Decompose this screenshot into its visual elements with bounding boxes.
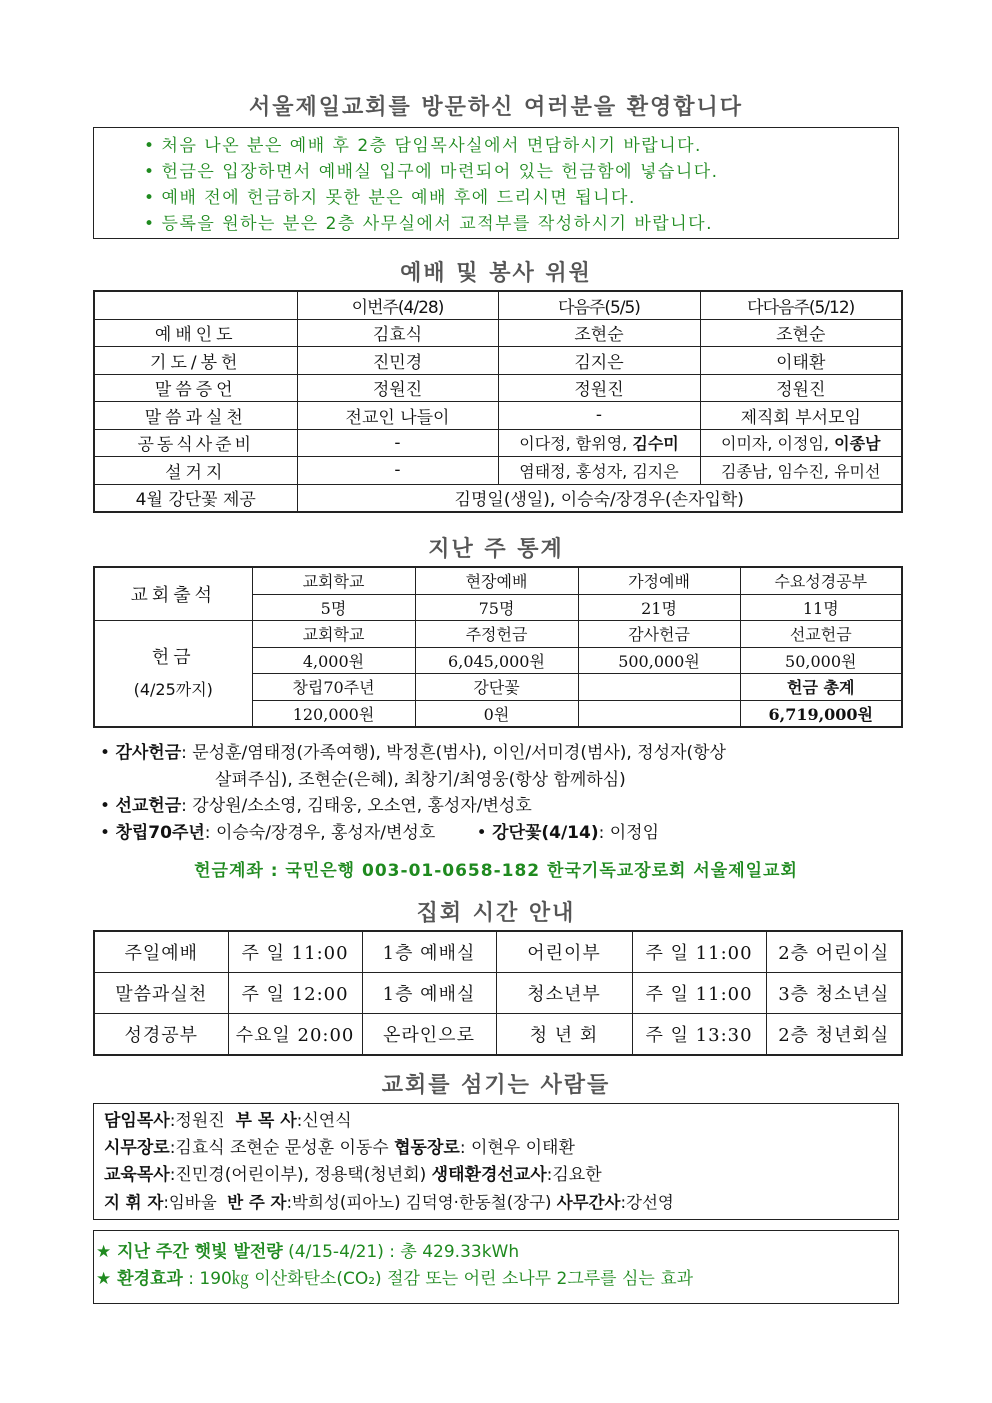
schedule-row [94, 1014, 902, 1056]
people-role: 반 주 자 [227, 1193, 287, 1212]
schedule-cell: 주일예배 [94, 931, 228, 973]
duty-cell: 염태정, 홍성자, 김지은 [498, 457, 700, 485]
schedule-cell: 1층 예배실 [362, 973, 496, 1014]
duty-row [94, 484, 902, 512]
people-role: 시무장로 [104, 1138, 170, 1158]
duty-cell: - [297, 457, 498, 485]
people-line [104, 1135, 898, 1162]
people-names: :임바울 [163, 1193, 228, 1212]
duty-cell: 조현순 [700, 319, 902, 347]
duty-table [93, 290, 903, 513]
stats-value: 4,000원 [252, 647, 415, 674]
people-role: 교육목사 [104, 1165, 170, 1185]
people-names: :강선영 [620, 1193, 674, 1212]
stats-value: 11명 [740, 594, 902, 621]
stats-header: 주정헌금 [415, 621, 578, 648]
duty-row [94, 457, 902, 485]
thanks-text: 문성훈/염태정(가족여행), 박정흔(범사), 이인/서미경(범사), 정성자(항상 [192, 743, 726, 763]
duty-cell [498, 429, 700, 457]
duty-row [94, 429, 902, 457]
offering-label-cell [94, 621, 252, 728]
people-box [93, 1103, 899, 1220]
people-names: : 이현우 이태환 [459, 1138, 575, 1158]
thanks-line-cont: 살펴주심), 조현순(은혜), 최창기/최영웅(항상 함께하심) [215, 769, 626, 790]
duty-cell: 정원진 [700, 374, 902, 402]
duty-cell-bold: 김수미 [632, 434, 679, 454]
welcome-item: • 예배 전에 헌금하지 못한 분은 예배 후에 드리시면 됩니다. [144, 185, 898, 211]
duty-cell-text: 이다정, 함위영, [519, 434, 633, 454]
duty-cell: 정원진 [297, 374, 498, 402]
schedule-cell: 주 일 11:00 [632, 931, 766, 973]
stats-header: 교회학교 [252, 567, 415, 594]
duty-label: 말씀과실천 [94, 402, 297, 430]
people-role: 담임목사 [104, 1111, 170, 1131]
stats-header: 창립70주년 [252, 674, 415, 701]
duty-cell: 전교인 나들이 [297, 402, 498, 430]
duty-title: 예배 및 봉사 위원 [400, 261, 592, 286]
stats-header: 가정예배 [578, 567, 740, 594]
welcome-item: • 등록을 원하는 분은 2층 사무실에서 교적부를 작성하시기 바랍니다. [144, 211, 898, 237]
stats-header: 현장예배 [415, 567, 578, 594]
stats-value [578, 700, 740, 727]
stats-header: 감사헌금 [578, 621, 740, 648]
welcome-item: • 헌금은 입장하면서 예배실 입구에 마련되어 있는 헌금함에 넣습니다. [144, 159, 898, 185]
duty-cell [700, 429, 902, 457]
duty-cell: 정원진 [498, 374, 700, 402]
offering-total-value: 6,719,000원 [740, 700, 902, 727]
welcome-item: • 처음 나온 분은 예배 후 2층 담임목사실에서 면담하시기 바랍니다. [144, 133, 898, 159]
stats-title: 지난 주 통계 [428, 537, 564, 562]
people-names: :김요한 [546, 1165, 602, 1185]
people-names: :정원진 [169, 1111, 236, 1131]
stats-value: 6,045,000원 [415, 647, 578, 674]
schedule-cell: 주 일 12:00 [228, 973, 362, 1014]
people-role: 부 목 사 [235, 1111, 297, 1131]
anniv-label: 창립70주년 [115, 822, 205, 843]
flower-note-text: 이정임 [609, 822, 660, 843]
schedule-cell: 말씀과실천 [94, 973, 228, 1014]
schedule-cell: 청 년 회 [496, 1014, 632, 1056]
stats-value: 50,000원 [740, 647, 902, 674]
schedule-cell: 청소년부 [496, 973, 632, 1014]
duty-row [94, 319, 902, 347]
offering-label: 헌금 [151, 646, 195, 668]
solar-label: ★ 환경효과 [96, 1269, 183, 1289]
anniv-line: • 창립70주년: 이승숙/장경우, 홍성자/변성호 • 강단꽃(4/14): 이정임 [100, 822, 660, 843]
stats-value: 500,000원 [578, 647, 740, 674]
duty-label: 말씀증언 [94, 374, 297, 402]
thanks-line: • 감사헌금: 문성훈/염태정(가족여행), 박정흔(범사), 이인/서미경(범사), 정성자(항상 [100, 743, 726, 763]
flower-label: 4월 강단꽃 제공 [94, 484, 297, 512]
duty-cell: 이태환 [700, 347, 902, 375]
people-line [104, 1189, 898, 1216]
duty-cell: - [297, 429, 498, 457]
offering-date: (4/25까지) [133, 679, 213, 699]
people-role: 사무간사 [556, 1193, 621, 1212]
welcome-box [93, 127, 899, 239]
schedule-cell: 2층 청년회실 [766, 1014, 902, 1056]
duty-cell-bold: 이종남 [834, 434, 881, 454]
people-names: :신연식 [296, 1111, 352, 1131]
duty-header: 다음주(5/5) [498, 291, 700, 319]
people-role: 생태환경선교사 [431, 1165, 547, 1185]
duty-label: 공동식사준비 [94, 429, 297, 457]
duty-label: 설거지 [94, 457, 297, 485]
schedule-cell: 2층 어린이실 [766, 931, 902, 973]
duty-cell: 진민경 [297, 347, 498, 375]
schedule-cell: 성경공부 [94, 1014, 228, 1056]
solar-line [96, 1266, 898, 1293]
schedule-cell: 주 일 11:00 [228, 931, 362, 973]
offering-notes [100, 740, 900, 846]
stats-header: 강단꽃 [415, 674, 578, 701]
schedule-cell: 주 일 13:30 [632, 1014, 766, 1056]
duty-cell: 김지은 [498, 347, 700, 375]
people-names: :진민경(어린이부), 정용택(청년회) [169, 1165, 432, 1185]
stats-header: 교회학교 [252, 621, 415, 648]
duty-row [94, 374, 902, 402]
mission-text: 강상원/소소영, 김태웅, 오소연, 홍성자/변성호 [192, 796, 532, 816]
schedule-cell: 어린이부 [496, 931, 632, 973]
offering-total-label: 헌금 총계 [740, 674, 902, 701]
schedule-cell: 온라인으로 [362, 1014, 496, 1056]
stats-table [93, 566, 903, 728]
people-role: 협동장로 [394, 1138, 460, 1158]
stats-value: 5명 [252, 594, 415, 621]
schedule-cell: 3층 청소년실 [766, 973, 902, 1014]
schedule-cell: 주 일 11:00 [632, 973, 766, 1014]
schedule-cell: 1층 예배실 [362, 931, 496, 973]
solar-box [93, 1230, 899, 1304]
offering-account: 헌금계좌 : 국민은행 003-01-0658-182 한국기독교장로회 서울제일교회 [194, 861, 798, 881]
flower-value: 김명일(생일), 이승숙/장경우(손자입학) [297, 484, 902, 512]
duty-label: 기도/봉헌 [94, 347, 297, 375]
mission-line: • 선교헌금: 강상원/소소영, 김태웅, 오소연, 홍성자/변성호 [100, 796, 532, 816]
people-title: 교회를 섬기는 사람들 [381, 1073, 611, 1098]
duty-header: 다다음주(5/12) [700, 291, 902, 319]
duty-cell: 조현순 [498, 319, 700, 347]
schedule-row [94, 931, 902, 973]
duty-cell: 제직회 부서모임 [700, 402, 902, 430]
people-role: 지 휘 자 [104, 1193, 164, 1212]
stats-row [94, 567, 902, 594]
duty-header [94, 291, 297, 319]
duty-cell: - [498, 402, 700, 430]
duty-row [94, 347, 902, 375]
people-line [104, 1162, 898, 1189]
stats-value: 120,000원 [252, 700, 415, 727]
people-line [104, 1108, 898, 1135]
people-names: :박희성(피아노) 김덕영·한동철(장구) [286, 1193, 557, 1212]
schedule-cell: 수요일 20:00 [228, 1014, 362, 1056]
stats-value: 75명 [415, 594, 578, 621]
duty-cell: 김종남, 임수진, 유미선 [700, 457, 902, 485]
people-names: :김효식 조현순 문성훈 이동수 [169, 1138, 395, 1158]
duty-row [94, 402, 902, 430]
schedule-title: 집회 시간 안내 [416, 901, 576, 926]
mission-label: 선교헌금 [115, 796, 182, 816]
thanks-label: 감사헌금 [115, 743, 182, 763]
stats-header [578, 674, 740, 701]
duty-header: 이번주(4/28) [297, 291, 498, 319]
solar-label: ★ 지난 주간 햇빛 발전량 [96, 1242, 283, 1262]
solar-text: : 190㎏ 이산화탄소(CO₂) 절감 또는 어린 소나무 2그루를 심는 효과 [182, 1269, 694, 1289]
stats-row [94, 621, 902, 648]
stats-header: 수요성경공부 [740, 567, 902, 594]
stats-header: 선교헌금 [740, 621, 902, 648]
flower-note-label: 강단꽃(4/14) [492, 822, 599, 843]
schedule-table [93, 930, 903, 1056]
welcome-title: 서울제일교회를 방문하신 여러분을 환영합니다 [248, 95, 744, 120]
duty-cell: 김효식 [297, 319, 498, 347]
attendance-label: 교회출석 [94, 567, 252, 621]
solar-line [96, 1239, 898, 1266]
stats-value: 0원 [415, 700, 578, 727]
duty-label: 예배인도 [94, 319, 297, 347]
stats-value: 21명 [578, 594, 740, 621]
anniv-text: 이승숙/장경우, 홍성자/변성호 [215, 822, 436, 843]
solar-text: (4/15-4/21) : 총 429.33kWh [282, 1242, 520, 1262]
schedule-row [94, 973, 902, 1014]
duty-cell-text: 이미자, 이정임, [721, 434, 835, 454]
duty-header-row [94, 291, 902, 319]
